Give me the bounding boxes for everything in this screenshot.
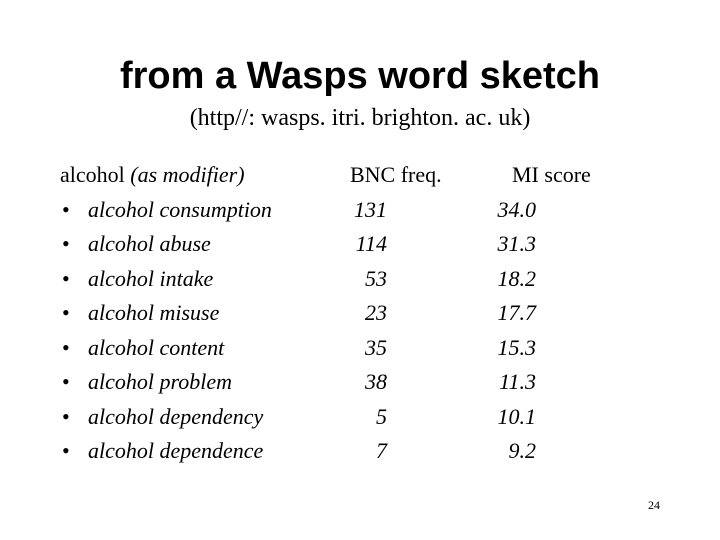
word-sketch-table (0, 158, 720, 469)
bnc-freq-value: 131 (354, 196, 387, 222)
bullet: • (62, 300, 70, 325)
mi-score-value: 17.7 (497, 300, 536, 325)
bnc-freq-value: 5 (376, 403, 387, 429)
table-row (0, 227, 720, 262)
collocate-term: alcohol dependency (88, 403, 264, 429)
bullet: • (62, 231, 70, 256)
table-row (0, 262, 720, 297)
term-column-header (60, 158, 245, 193)
term-header-word: alcohol (60, 162, 125, 187)
bullet: • (62, 334, 70, 360)
collocate-term: alcohol misuse (88, 300, 220, 325)
collocate-term: alcohol problem (88, 369, 232, 394)
table-row (0, 331, 720, 366)
table-row (0, 193, 720, 228)
mi-score-value: 31.3 (497, 231, 536, 256)
page-number: 24 (648, 498, 660, 512)
mi-score-value: 10.1 (497, 403, 536, 429)
bnc-freq-value: 23 (365, 300, 387, 325)
collocate-term: alcohol abuse (88, 231, 211, 256)
bullet: • (62, 403, 70, 429)
table-row (0, 296, 720, 331)
slide-subtitle: (http//: wasps. itri. brighton. ac. uk) (189, 105, 531, 131)
collocate-term: alcohol intake (88, 265, 214, 291)
term-header-qualifier: (as modifier) (130, 162, 245, 187)
collocate-term: alcohol content (88, 334, 225, 360)
bullet: • (62, 265, 70, 291)
freq-column-header: BNC freq. (350, 162, 442, 187)
mi-score-value: 15.3 (497, 334, 536, 360)
mi-score-value: 11.3 (499, 369, 536, 394)
mi-score-value: 34.0 (497, 196, 536, 222)
collocate-term: alcohol consumption (88, 196, 272, 222)
table-header-row (0, 158, 720, 193)
table-row (0, 434, 720, 469)
bullet: • (62, 438, 70, 463)
bnc-freq-value: 35 (365, 334, 387, 360)
slide-title: from a Wasps word sketch (119, 55, 601, 97)
table-row (0, 365, 720, 400)
mi-score-value: 18.2 (497, 265, 536, 291)
bnc-freq-value: 38 (365, 369, 387, 394)
bnc-freq-value: 114 (355, 231, 387, 256)
collocate-term: alcohol dependence (88, 438, 264, 463)
mi-score-value: 9.2 (508, 438, 536, 463)
bullet: • (62, 196, 70, 222)
table-row (0, 400, 720, 435)
bullet: • (62, 369, 70, 394)
mi-column-header: MI score (512, 162, 591, 187)
bnc-freq-value: 53 (365, 265, 387, 291)
bnc-freq-value: 7 (376, 438, 387, 463)
